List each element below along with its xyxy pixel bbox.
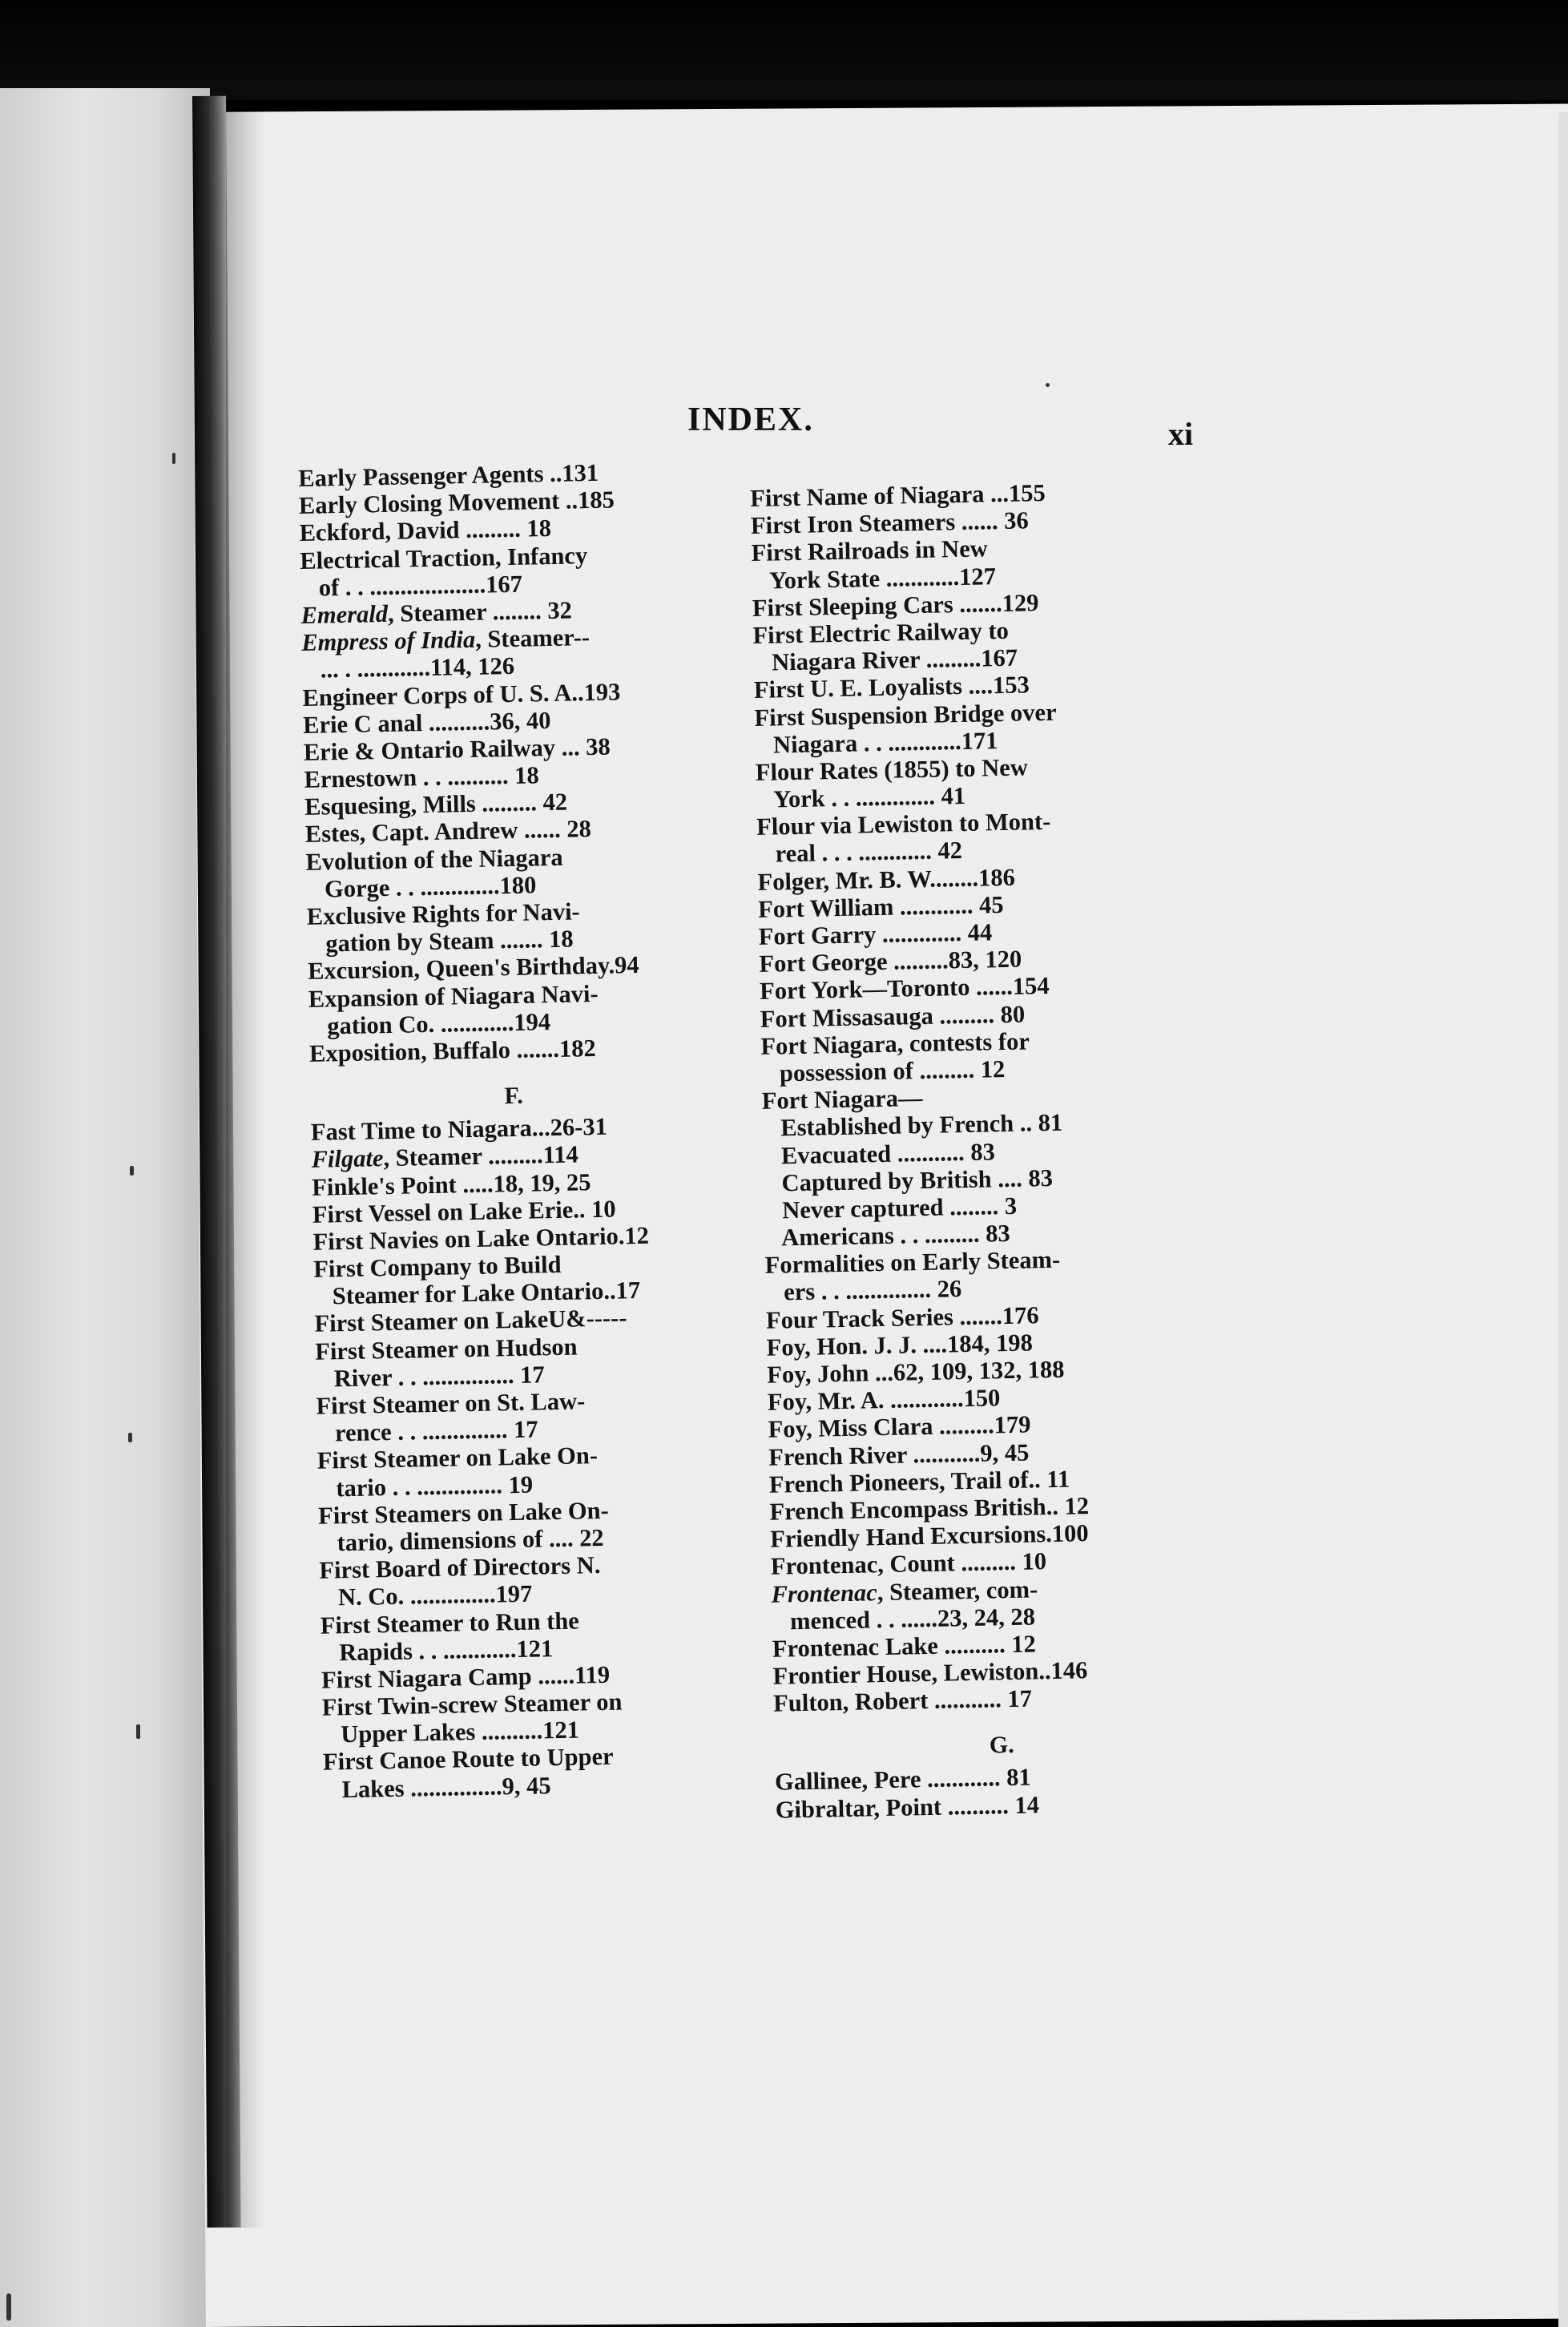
index-entry-line: Emerald, Steamer ........ 32 bbox=[300, 596, 573, 629]
index-entry-line: Evacuated ........... 83 bbox=[762, 1137, 996, 1170]
index-entry-line: Gallinee, Pere ............ 81 bbox=[774, 1764, 1031, 1797]
index-entry-line: rence . . .............. 17 bbox=[316, 1415, 538, 1447]
index-entry-line: Eckford, David ......... 18 bbox=[299, 514, 552, 547]
index-entry-line: Foy, Mr. A. ............150 bbox=[767, 1384, 1001, 1416]
index-entry-line: First Company to Build bbox=[312, 1250, 562, 1283]
index-entry-line: Empress of India, Steamer-- bbox=[300, 623, 591, 657]
index-entry-line: Gibraltar, Point .......... 14 bbox=[775, 1791, 1040, 1824]
index-entry-line: First Steamer to Run the bbox=[320, 1607, 580, 1639]
index-entry-line: Erie & Ontario Railway ... 38 bbox=[303, 732, 611, 766]
index-entry-line: French River ...........9, 45 bbox=[768, 1438, 1030, 1471]
index-entry-line: Frontenac, Steamer, com- bbox=[771, 1575, 1038, 1608]
facing-page-edge bbox=[0, 88, 210, 2327]
index-entry-line: French Pioneers, Trail of.. 11 bbox=[768, 1465, 1070, 1498]
page-title: INDEX. bbox=[687, 401, 814, 438]
index-entry-line: Finkle's Point .....18, 19, 25 bbox=[311, 1168, 591, 1201]
index-entry-line: Fort William ............ 45 bbox=[757, 890, 1004, 923]
index-entry-line: Flour Rates (1855) to New bbox=[755, 753, 1029, 786]
print-speck bbox=[1046, 383, 1050, 387]
gutter-shadow bbox=[226, 96, 264, 2228]
index-entry-line: of . . ...................167 bbox=[300, 570, 523, 602]
index-entry-line: ... . ............114, 126 bbox=[301, 652, 515, 684]
index-entry-line: Flour via Lewiston to Mont- bbox=[756, 808, 1051, 841]
index-entry-line: Gorge . . .............180 bbox=[305, 871, 537, 903]
index-entry-line: gation Co. ............194 bbox=[308, 1007, 551, 1040]
page-right-edge bbox=[1558, 112, 1568, 2327]
index-entry-line: Engineer Corps of U. S. A..193 bbox=[302, 677, 621, 712]
index-entry-line: Foy, Miss Clara .........179 bbox=[768, 1410, 1031, 1444]
scan-background-top bbox=[0, 0, 1568, 100]
index-entry-line: Four Track Series .......176 bbox=[765, 1301, 1039, 1334]
index-entry-line: Niagara River .........167 bbox=[752, 643, 1018, 677]
index-entry-line: Niagara . . ............171 bbox=[754, 726, 998, 759]
index-entry-line: First Suspension Bridge over bbox=[754, 698, 1057, 732]
index-entry-line: Early Closing Movement ..185 bbox=[298, 486, 615, 520]
index-entry-line: Lakes ...............9, 45 bbox=[323, 1771, 551, 1804]
index-entry-line: Ernestown . . .......... 18 bbox=[304, 761, 539, 793]
index-entry-line: Fort Niagara, contests for bbox=[760, 1027, 1030, 1060]
index-entry-line: Upper Lakes ..........121 bbox=[322, 1716, 580, 1748]
index-entry-line: Fulton, Robert ........... 17 bbox=[772, 1684, 1033, 1717]
index-entry-line: Foy, John ...62, 109, 132, 188 bbox=[767, 1355, 1065, 1389]
index-entry-line: First Steamer on Hudson bbox=[314, 1333, 578, 1365]
index-entry-line: First U. E. Loyalists ....153 bbox=[753, 671, 1030, 704]
index-entry-line: Electrical Traction, Infancy bbox=[299, 541, 588, 575]
index-entry-line: N. Co. ..............197 bbox=[319, 1579, 533, 1612]
index-entry-line: York State ............127 bbox=[751, 562, 997, 595]
index-entry-line: First Steamers on Lake On- bbox=[317, 1496, 610, 1530]
index-entry-line: Established by French .. 81 bbox=[762, 1108, 1063, 1143]
index-entry-line: Fort Missasauga ......... 80 bbox=[760, 1000, 1026, 1033]
print-speck bbox=[128, 1433, 132, 1442]
index-entry-line: Formalities on Early Steam- bbox=[764, 1245, 1061, 1280]
index-entry-line: Fort Garry ............. 44 bbox=[758, 918, 993, 950]
index-entry-line: Americans . . ......... 83 bbox=[764, 1220, 1010, 1252]
section-letter: G. bbox=[989, 1732, 1014, 1759]
print-speck bbox=[136, 1724, 140, 1739]
index-entry-line: Erie C anal ..........36, 40 bbox=[302, 706, 551, 739]
page-number: xi bbox=[1168, 416, 1194, 452]
section-letter: F. bbox=[504, 1082, 524, 1110]
index-entry-line: tario . . .............. 19 bbox=[317, 1470, 534, 1502]
index-entry-line: Never captured ........ 3 bbox=[764, 1192, 1018, 1224]
index-column-right bbox=[750, 476, 1231, 1823]
print-speck bbox=[172, 453, 175, 464]
index-entry-line: First Name of Niagara ...155 bbox=[750, 478, 1046, 512]
index-entry-line: Fort Niagara— bbox=[761, 1084, 923, 1115]
index-entry-line: Expansion of Niagara Navi- bbox=[308, 979, 599, 1013]
index-entry-line: First Vessel on Lake Erie.. 10 bbox=[312, 1195, 616, 1228]
index-entry-line: Folger, Mr. B. W........186 bbox=[757, 863, 1016, 896]
index-entry-line: Exposition, Buffalo .......182 bbox=[308, 1034, 596, 1067]
index-column-left bbox=[298, 457, 731, 1803]
index-entry-line: Fort York—Toronto ......154 bbox=[759, 972, 1050, 1006]
index-entry-line: Steamer for Lake Ontario..17 bbox=[313, 1276, 641, 1311]
index-entry-line: Frontenac Lake .......... 12 bbox=[772, 1630, 1037, 1663]
index-entry-line: gation by Steam ....... 18 bbox=[307, 925, 574, 958]
index-entry-line: Excursion, Queen's Birthday.94 bbox=[307, 951, 639, 986]
index-entry-line: First Railroads in New bbox=[751, 534, 989, 567]
index-entry-line: First Canoe Route to Upper bbox=[322, 1743, 614, 1777]
index-entry-line: Friendly Hand Excursions.100 bbox=[769, 1519, 1089, 1553]
index-entry-line: Esquesing, Mills ......... 42 bbox=[304, 788, 568, 821]
print-speck bbox=[130, 1166, 134, 1176]
index-entry-line: First Steamer on St. Law- bbox=[316, 1387, 586, 1420]
index-entry-line: Fast Time to Niagara...26-31 bbox=[310, 1112, 608, 1146]
index-entry-line: First Board of Directors N. bbox=[319, 1551, 601, 1584]
index-entry-line: Exclusive Rights for Navi- bbox=[306, 897, 580, 930]
print-speck bbox=[6, 2293, 11, 2321]
index-entry-line: menced . . ......23, 24, 28 bbox=[771, 1603, 1036, 1635]
index-entry-line: First Twin-screw Steamer on bbox=[321, 1688, 623, 1721]
index-entry-line: real . . . ............ 42 bbox=[756, 837, 963, 869]
index-entry-line: First Iron Steamers ...... 36 bbox=[750, 506, 1029, 540]
index-entry-line: Early Passenger Agents ..131 bbox=[298, 458, 599, 492]
index-entry-line: possession of ......... 12 bbox=[760, 1055, 1006, 1087]
index-entry-line: French Encompass British.. 12 bbox=[769, 1492, 1090, 1526]
index-entry-line: Frontenac, Count ......... 10 bbox=[770, 1547, 1047, 1581]
index-entry-line: York . . ............. 41 bbox=[756, 781, 966, 813]
index-entry-line: ers . . .............. 26 bbox=[765, 1275, 962, 1307]
index-entry-line: Foy, Hon. J. J. ....184, 198 bbox=[766, 1329, 1034, 1361]
index-entry-line: First Electric Railway to bbox=[752, 616, 1010, 649]
index-entry-line: First Steamer on LakeU&----- bbox=[314, 1304, 627, 1338]
index-entry-line: River . . ............... 17 bbox=[315, 1361, 545, 1393]
index-entry-line: Frontier House, Lewiston..146 bbox=[772, 1656, 1088, 1690]
index-entry-line: Evolution of the Niagara bbox=[305, 843, 563, 876]
index-entry-line: Estes, Capt. Andrew ...... 28 bbox=[304, 815, 592, 849]
index-entry-line: Captured by British .... 83 bbox=[763, 1164, 1054, 1197]
index-entry-line: First Niagara Camp ......119 bbox=[320, 1660, 611, 1694]
index-entry-line: Fort George .........83, 120 bbox=[759, 945, 1022, 978]
index-entry-line: Filgate, Steamer .........114 bbox=[311, 1140, 579, 1174]
index-entry-line: tario, dimensions of .... 22 bbox=[318, 1523, 604, 1557]
index-entry-line: Rapids . . ............121 bbox=[320, 1634, 554, 1667]
index-entry-line: First Sleeping Cars .......129 bbox=[752, 588, 1039, 622]
index-entry-line: First Steamer on Lake On- bbox=[316, 1442, 599, 1475]
index-entry-line: First Navies on Lake Ontario.12 bbox=[312, 1221, 650, 1256]
